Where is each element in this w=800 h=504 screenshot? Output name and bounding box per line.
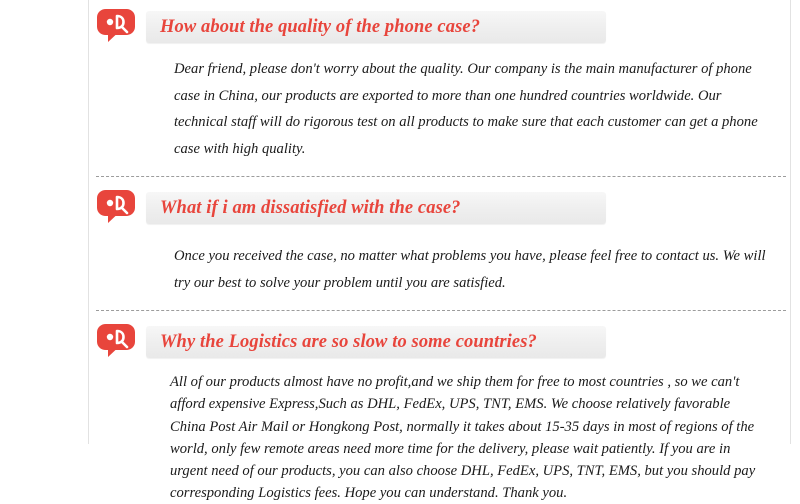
spacer-top	[96, 0, 786, 8]
answer-text-1: Dear friend, please don't worry about the quality. Our company is the main manufacturer of phone case in China, our products are exported to more than one hundred countries worldwide. Our technical staff will do rigorous test on all products to make sure that each customer can get a phone case with high quality.	[174, 61, 758, 157]
faq-header-2	[96, 189, 786, 227]
question-text-3: Why the Logistics are so slow to some countries?	[160, 331, 537, 352]
question-bar-1	[146, 11, 606, 43]
answer-text-3: All of our products almost have no profit,and we ship them for free to most countries , so we can't afford expensive Express,Such as DHL, FedEx, UPS, TNT, EMS. We choose relatively favorable China Post Air Mail or Hongkong Post, normally it takes about 15-35 days in most of regions of the world, only few remote areas need more time for the delivery, please wait patiently. If you are in urgent need of our products, you can also choose DHL, FedEx, UPS, TNT, EMS, but you should pay corresponding Logistics fees. Hope you can understand. Thank you.	[170, 374, 756, 502]
faq-item-2	[96, 189, 786, 296]
faq-header-1	[96, 8, 786, 46]
chat-bubble-icon	[96, 188, 150, 228]
question-text-2: What if i am dissatisfied with the case?	[160, 197, 461, 218]
faq-content	[96, 0, 786, 502]
right-guide-line	[790, 0, 791, 444]
spacer-7	[96, 361, 786, 371]
spacer-3	[96, 177, 786, 189]
question-text-1: How about the quality of the phone case?	[160, 16, 481, 37]
spacer-1	[96, 46, 786, 56]
faq-item-3	[96, 323, 786, 504]
spacer-4	[96, 227, 786, 243]
spacer-2	[96, 162, 786, 176]
left-guide-line	[88, 0, 89, 444]
spacer-5	[96, 296, 786, 310]
chat-bubble-icon	[96, 322, 150, 362]
spacer-6	[96, 311, 786, 323]
faq-header-3	[96, 323, 786, 361]
question-bar-2	[146, 192, 606, 224]
chat-bubble-icon	[96, 7, 150, 47]
question-bar-3	[146, 326, 606, 358]
faq-item-1	[96, 8, 786, 162]
answer-text-2: Once you received the case, no matter what problems you have, please feel free to contact us. We will try our best to solve your problem until you are satisfied.	[174, 248, 766, 291]
